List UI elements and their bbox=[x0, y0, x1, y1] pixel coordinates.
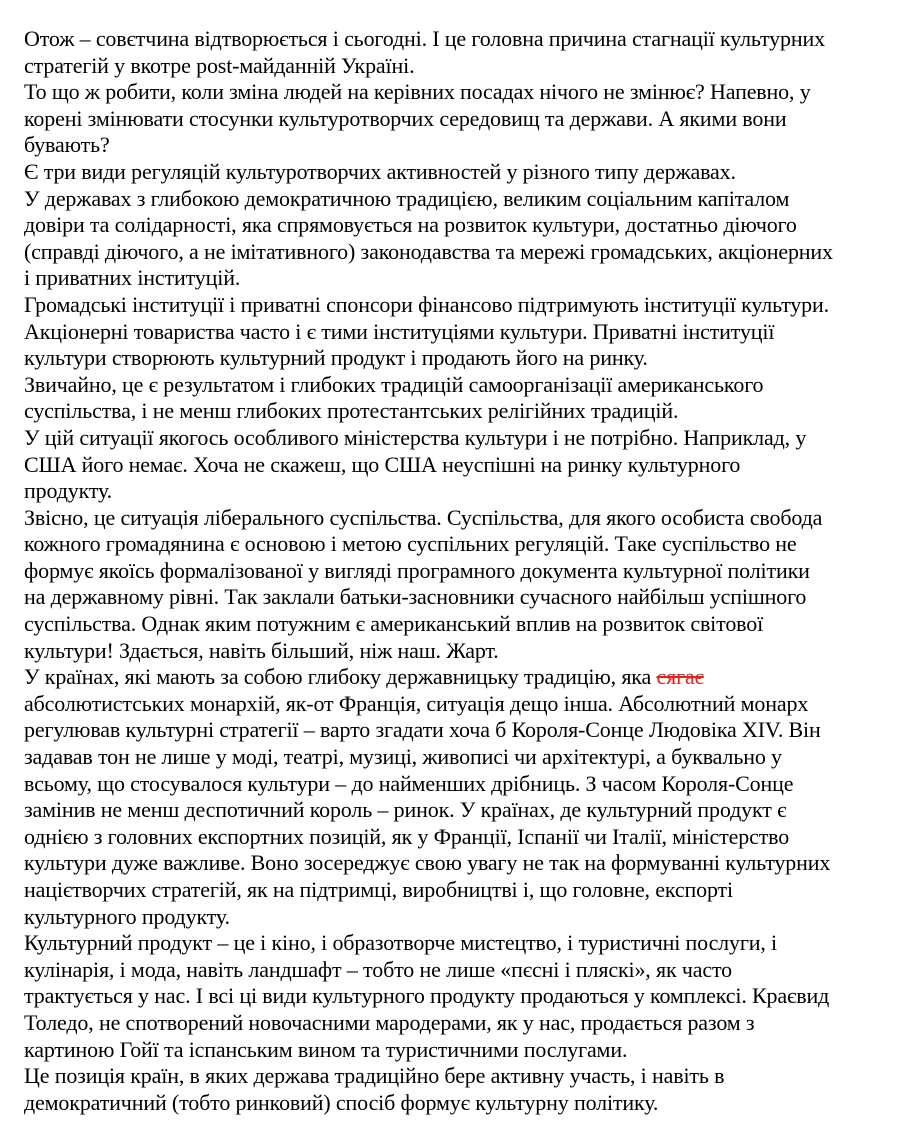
text-line: і приватних інституцій. bbox=[24, 265, 241, 291]
text-line-with-deletion bbox=[24, 664, 894, 691]
text-line: стратегій у вкотре post-майданній Україні. bbox=[24, 52, 415, 78]
text-line: культурного продукту. bbox=[24, 903, 230, 929]
text-line: корені змінювати стосунки культуротворчих середовищ та держави. А якими вони bbox=[24, 105, 787, 131]
text-line: бувають? bbox=[24, 132, 110, 158]
text-line: Є три види регуляцій культуротворчих активностей у різного типу державах. bbox=[24, 158, 736, 184]
text-line: суспільства. Однак яким потужним є американський вплив на розвиток світової bbox=[24, 611, 764, 637]
text-line: культури створюють культурний продукт і продають його на ринку. bbox=[24, 345, 648, 371]
text-line: культури дуже важливе. Воно зосереджує свою увагу не так на формуванні культурних bbox=[24, 850, 831, 876]
text-line: У державах з глибокою демократичною традицією, великим соціальним капіталом bbox=[24, 185, 790, 211]
text-line: Громадські інституції і приватні спонсори фінансово підтримують інституції культури. bbox=[24, 291, 829, 317]
text-line: кулінарія, і мода, навіть ландшафт – тобто не лише «пєсні і пляскі», як часто bbox=[24, 956, 733, 982]
text-line: регулював культурні стратегії – варто згадати хоча б Короля-Сонце Людовіка XIV. Він bbox=[24, 717, 821, 743]
text-line: формує якоїсь формалізованої у вигляді програмного документа культурної політики bbox=[24, 557, 810, 583]
text-line: Отож – совєтчина відтворюється і сьогодні. І це головна причина стагнації культурних bbox=[24, 26, 825, 51]
text-line: замінив не менш деспотичний король – ринок. У країнах, де культурний продукт є bbox=[24, 797, 787, 823]
text-line: на державному рівні. Так заклали батьки-засновники сучасного найбільш успішного bbox=[24, 584, 807, 610]
text-line: Звичайно, це є результатом і глибоких традицій самоорганізації американського bbox=[24, 371, 764, 397]
text-line: культури! Здається, навіть більший, ніж наш. Жарт. bbox=[24, 637, 499, 663]
text-line: Культурний продукт – це і кіно, і образотворче мистецтво, і туристичні послуги, і bbox=[24, 930, 778, 956]
text-line: кожного громадянина є основою і метою суспільних регуляцій. Таке суспільство не bbox=[24, 531, 797, 557]
text-line: США його немає. Хоча не скажеш, що США неуспішні на ринку культурного bbox=[24, 451, 741, 477]
text-line: Звісно, це ситуація ліберального суспільства. Суспільства, для якого особиста свобода bbox=[24, 504, 823, 530]
text-line: демократичний (тобто ринковий) спосіб формує культурну політику. bbox=[24, 1089, 659, 1115]
text-line: довіри та солідарності, яка спрямовується на розвиток культури, достатньо діючого bbox=[24, 212, 797, 238]
text-line: однією з головних експортних позицій, як у Франції, Іспанії чи Італії, міністерство bbox=[24, 823, 790, 849]
text-line: (справді діючого, а не імітативного) законодавства та мережі громадських, акціонерних bbox=[24, 238, 833, 264]
text-line: продукту. bbox=[24, 478, 113, 504]
text-line: картиною Гойї та іспанським вином та туристичними послугами. bbox=[24, 1036, 628, 1062]
text-line: всьому, що стосувалося культури – до найменших дрібниць. З часом Короля-Сонце bbox=[24, 770, 794, 796]
text-line: Це позиція країн, в яких держава традиційно бере активну участь, і навіть в bbox=[24, 1063, 725, 1089]
text-line: задавав тон не лише у моді, театрі, музиці, живописі чи архітектурі, а буквально у bbox=[24, 744, 782, 770]
text-segment: У країнах, які мають за собою глибоку державницьку традицію, яка bbox=[24, 664, 652, 690]
text-line: Акціонерні товариства часто і є тими інституціями культури. Приватні інституції bbox=[24, 318, 775, 344]
text-line: абсолютистських монархій, як-от Франція, ситуація дещо інша. Абсолютний монарх bbox=[24, 690, 809, 716]
text-line: Толедо, не спотворений новочасними мародерами, як у нас, продається разом з bbox=[24, 1009, 755, 1035]
text-line: суспільства, і не менш глибоких протестантських релігійних традицій. bbox=[24, 398, 679, 424]
text-line: У цій ситуації якогось особливого міністерства культури і не потрібно. Наприклад, у bbox=[24, 424, 807, 450]
text-line: трактується у нас. І всі ці види культурного продукту продаються у комплексі. Краєвид bbox=[24, 983, 830, 1009]
document-page bbox=[24, 26, 894, 1116]
text-line: То що ж робити, коли зміна людей на керівних посадах нічого не змінює? Напевно, у bbox=[24, 79, 811, 105]
deleted-word: сягає bbox=[656, 664, 704, 690]
text-line: націєтворчих стратегій, як на підтримці, виробництві і, що головне, експорті bbox=[24, 877, 733, 902]
